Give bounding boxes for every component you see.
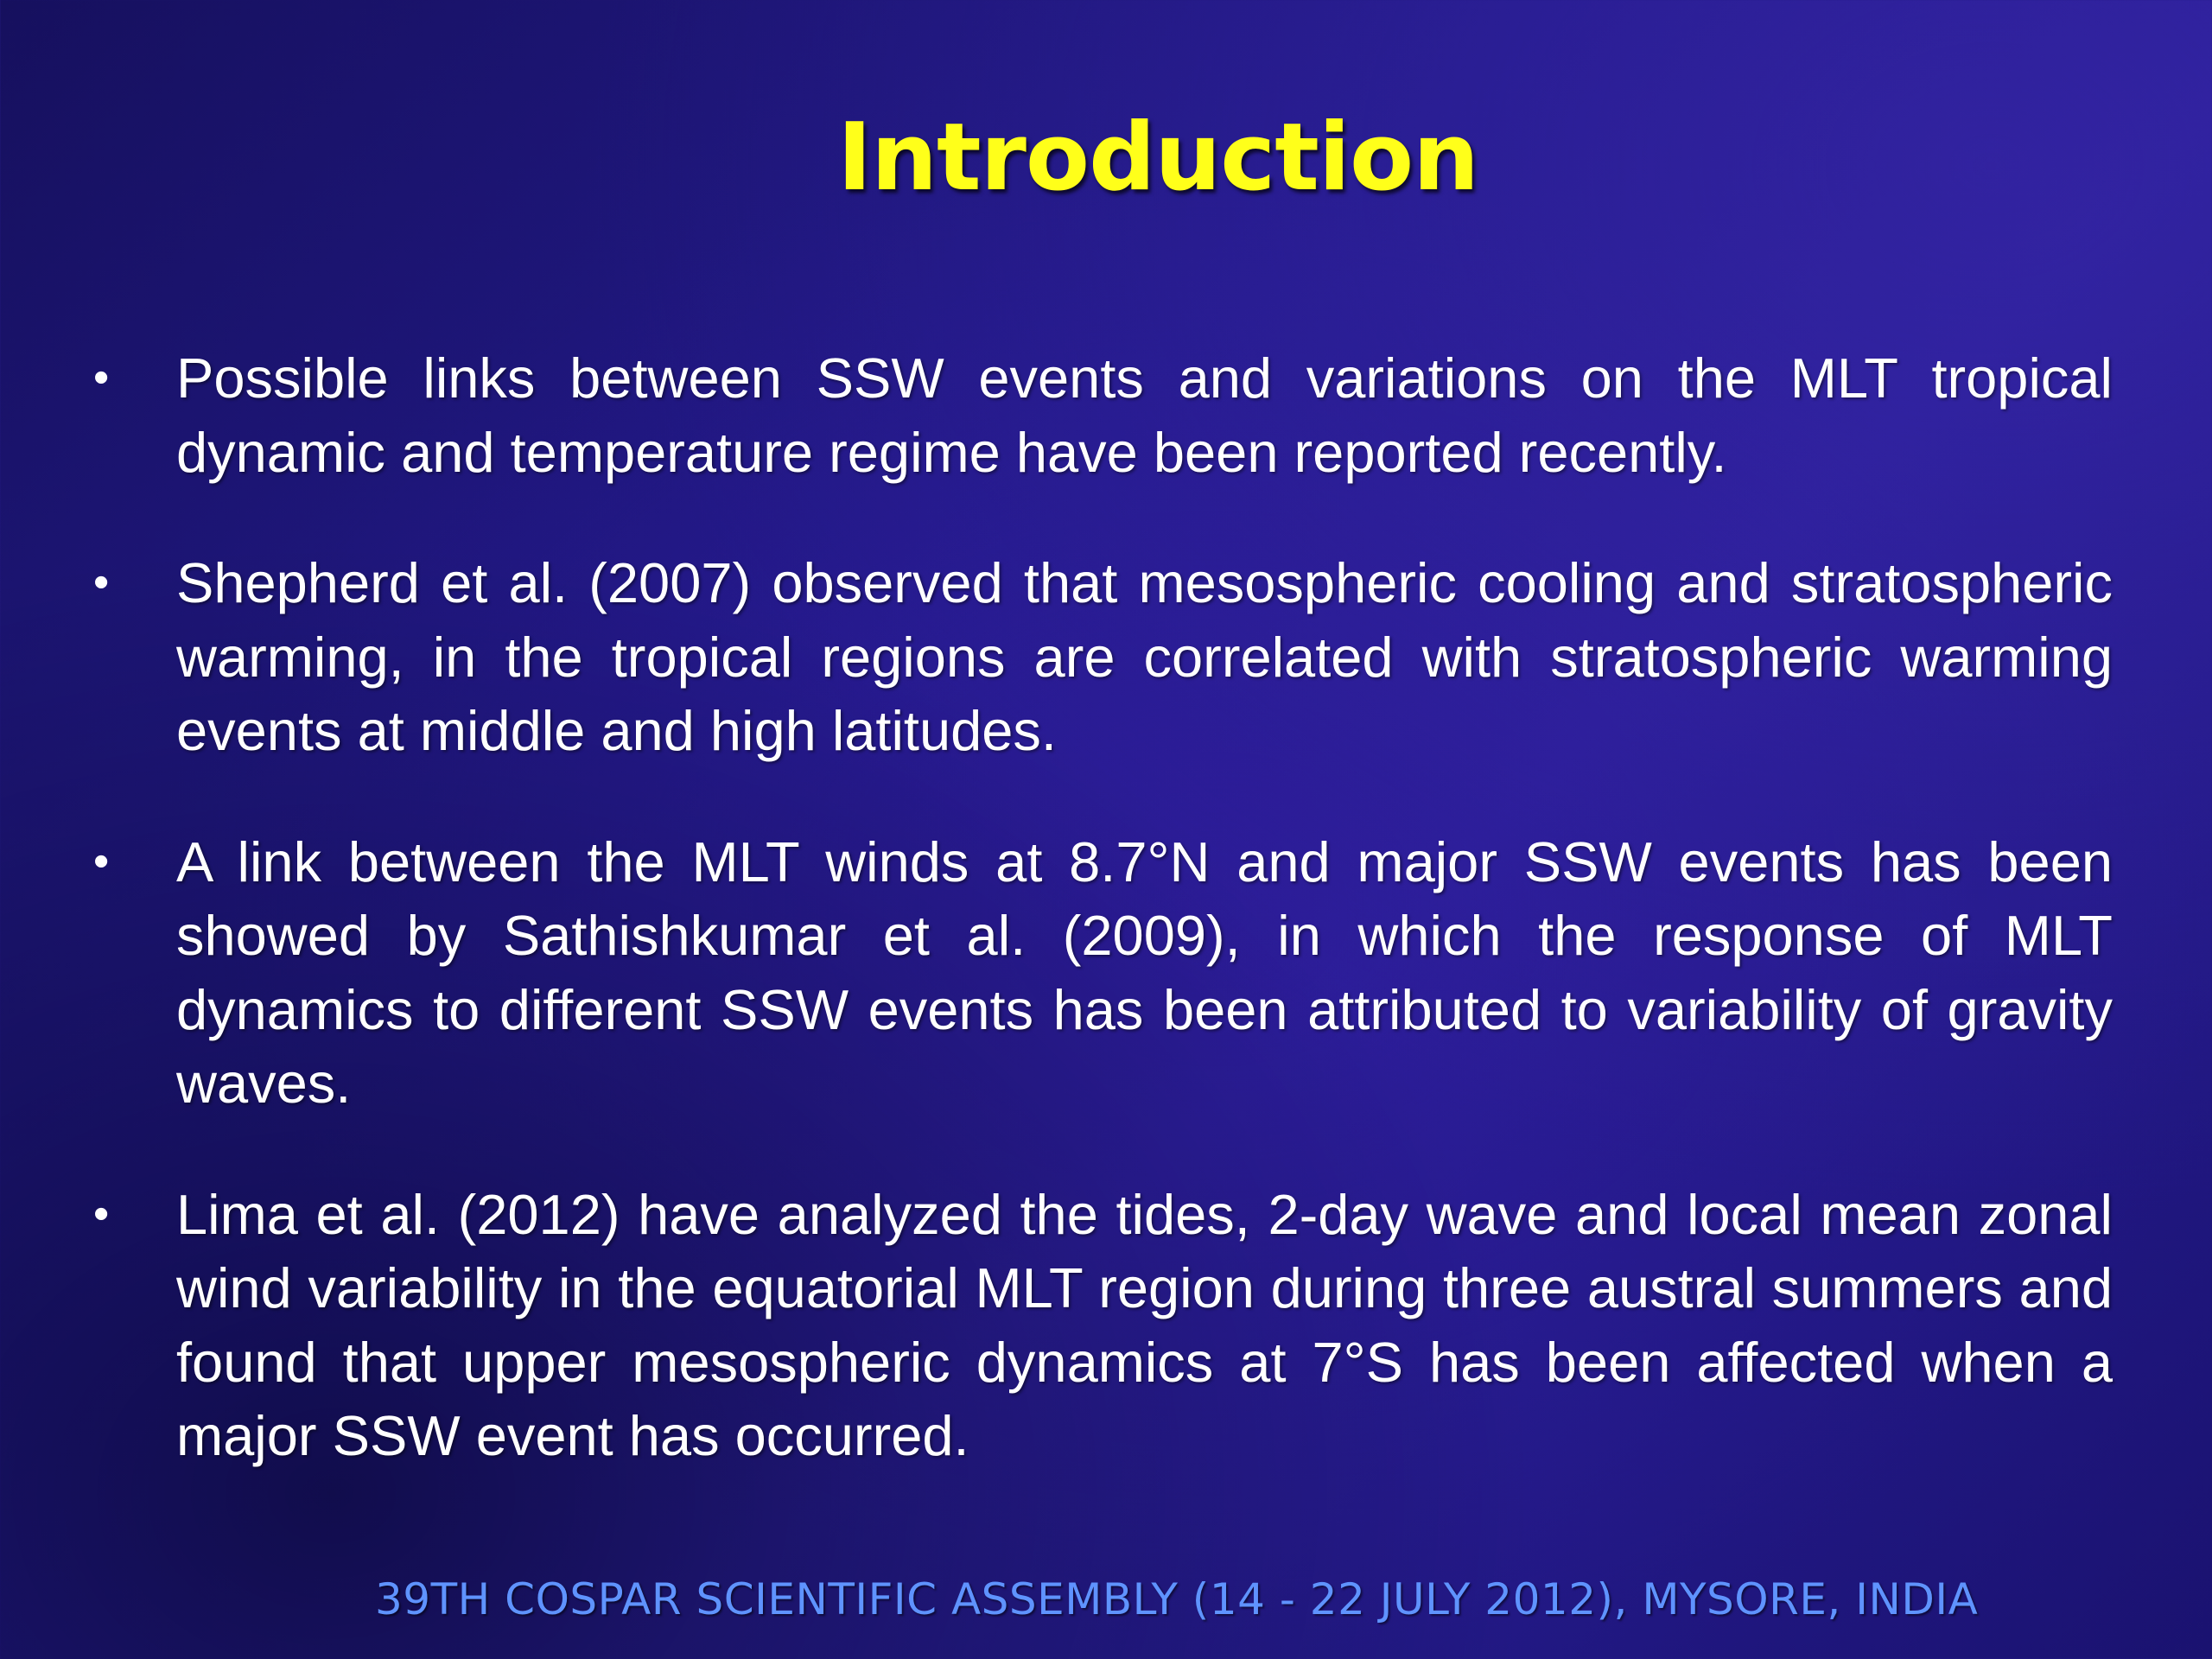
bullet-icon: • — [93, 836, 110, 887]
bullet-item — [86, 1178, 2113, 1473]
bullet-item — [86, 825, 2113, 1121]
slide-title: Introduction — [836, 104, 1479, 212]
bullet-item — [86, 341, 2113, 489]
bullet-item — [86, 546, 2113, 768]
bullet-text: Possible links between SSW events and variations on the MLT tropical dynamic and temperature regime have been reported recently. — [176, 346, 2113, 484]
bullet-text: A link between the MLT winds at 8.7°N and major SSW events has been showed by Sathishkumar et al. (2009), in which the response of MLT dynamics to different SSW events has been attributed to variability of gravity waves. — [176, 830, 2113, 1115]
bullet-icon: • — [93, 557, 110, 607]
bullet-icon: • — [93, 353, 110, 403]
bullet-text: Lima et al. (2012) have analyzed the tides, 2-day wave and local mean zonal wind variability in the equatorial MLT region during three austral summers and found that upper mesospheric dynamics at 7°S has been affected when a major SSW event has occurred. — [176, 1182, 2113, 1467]
footer-conference: 39TH COSPAR SCIENTIFIC ASSEMBLY (14 - 22 JULY 2012), MYSORE, INDIA — [375, 1574, 1979, 1624]
bullet-text: Shepherd et al. (2007) observed that mesospheric cooling and stratospheric warming, in the tropical regions are correlated with stratospheric warming events at middle and high latitudes. — [176, 551, 2113, 762]
bullet-list — [86, 341, 2113, 1530]
bullet-icon: • — [93, 1188, 110, 1239]
